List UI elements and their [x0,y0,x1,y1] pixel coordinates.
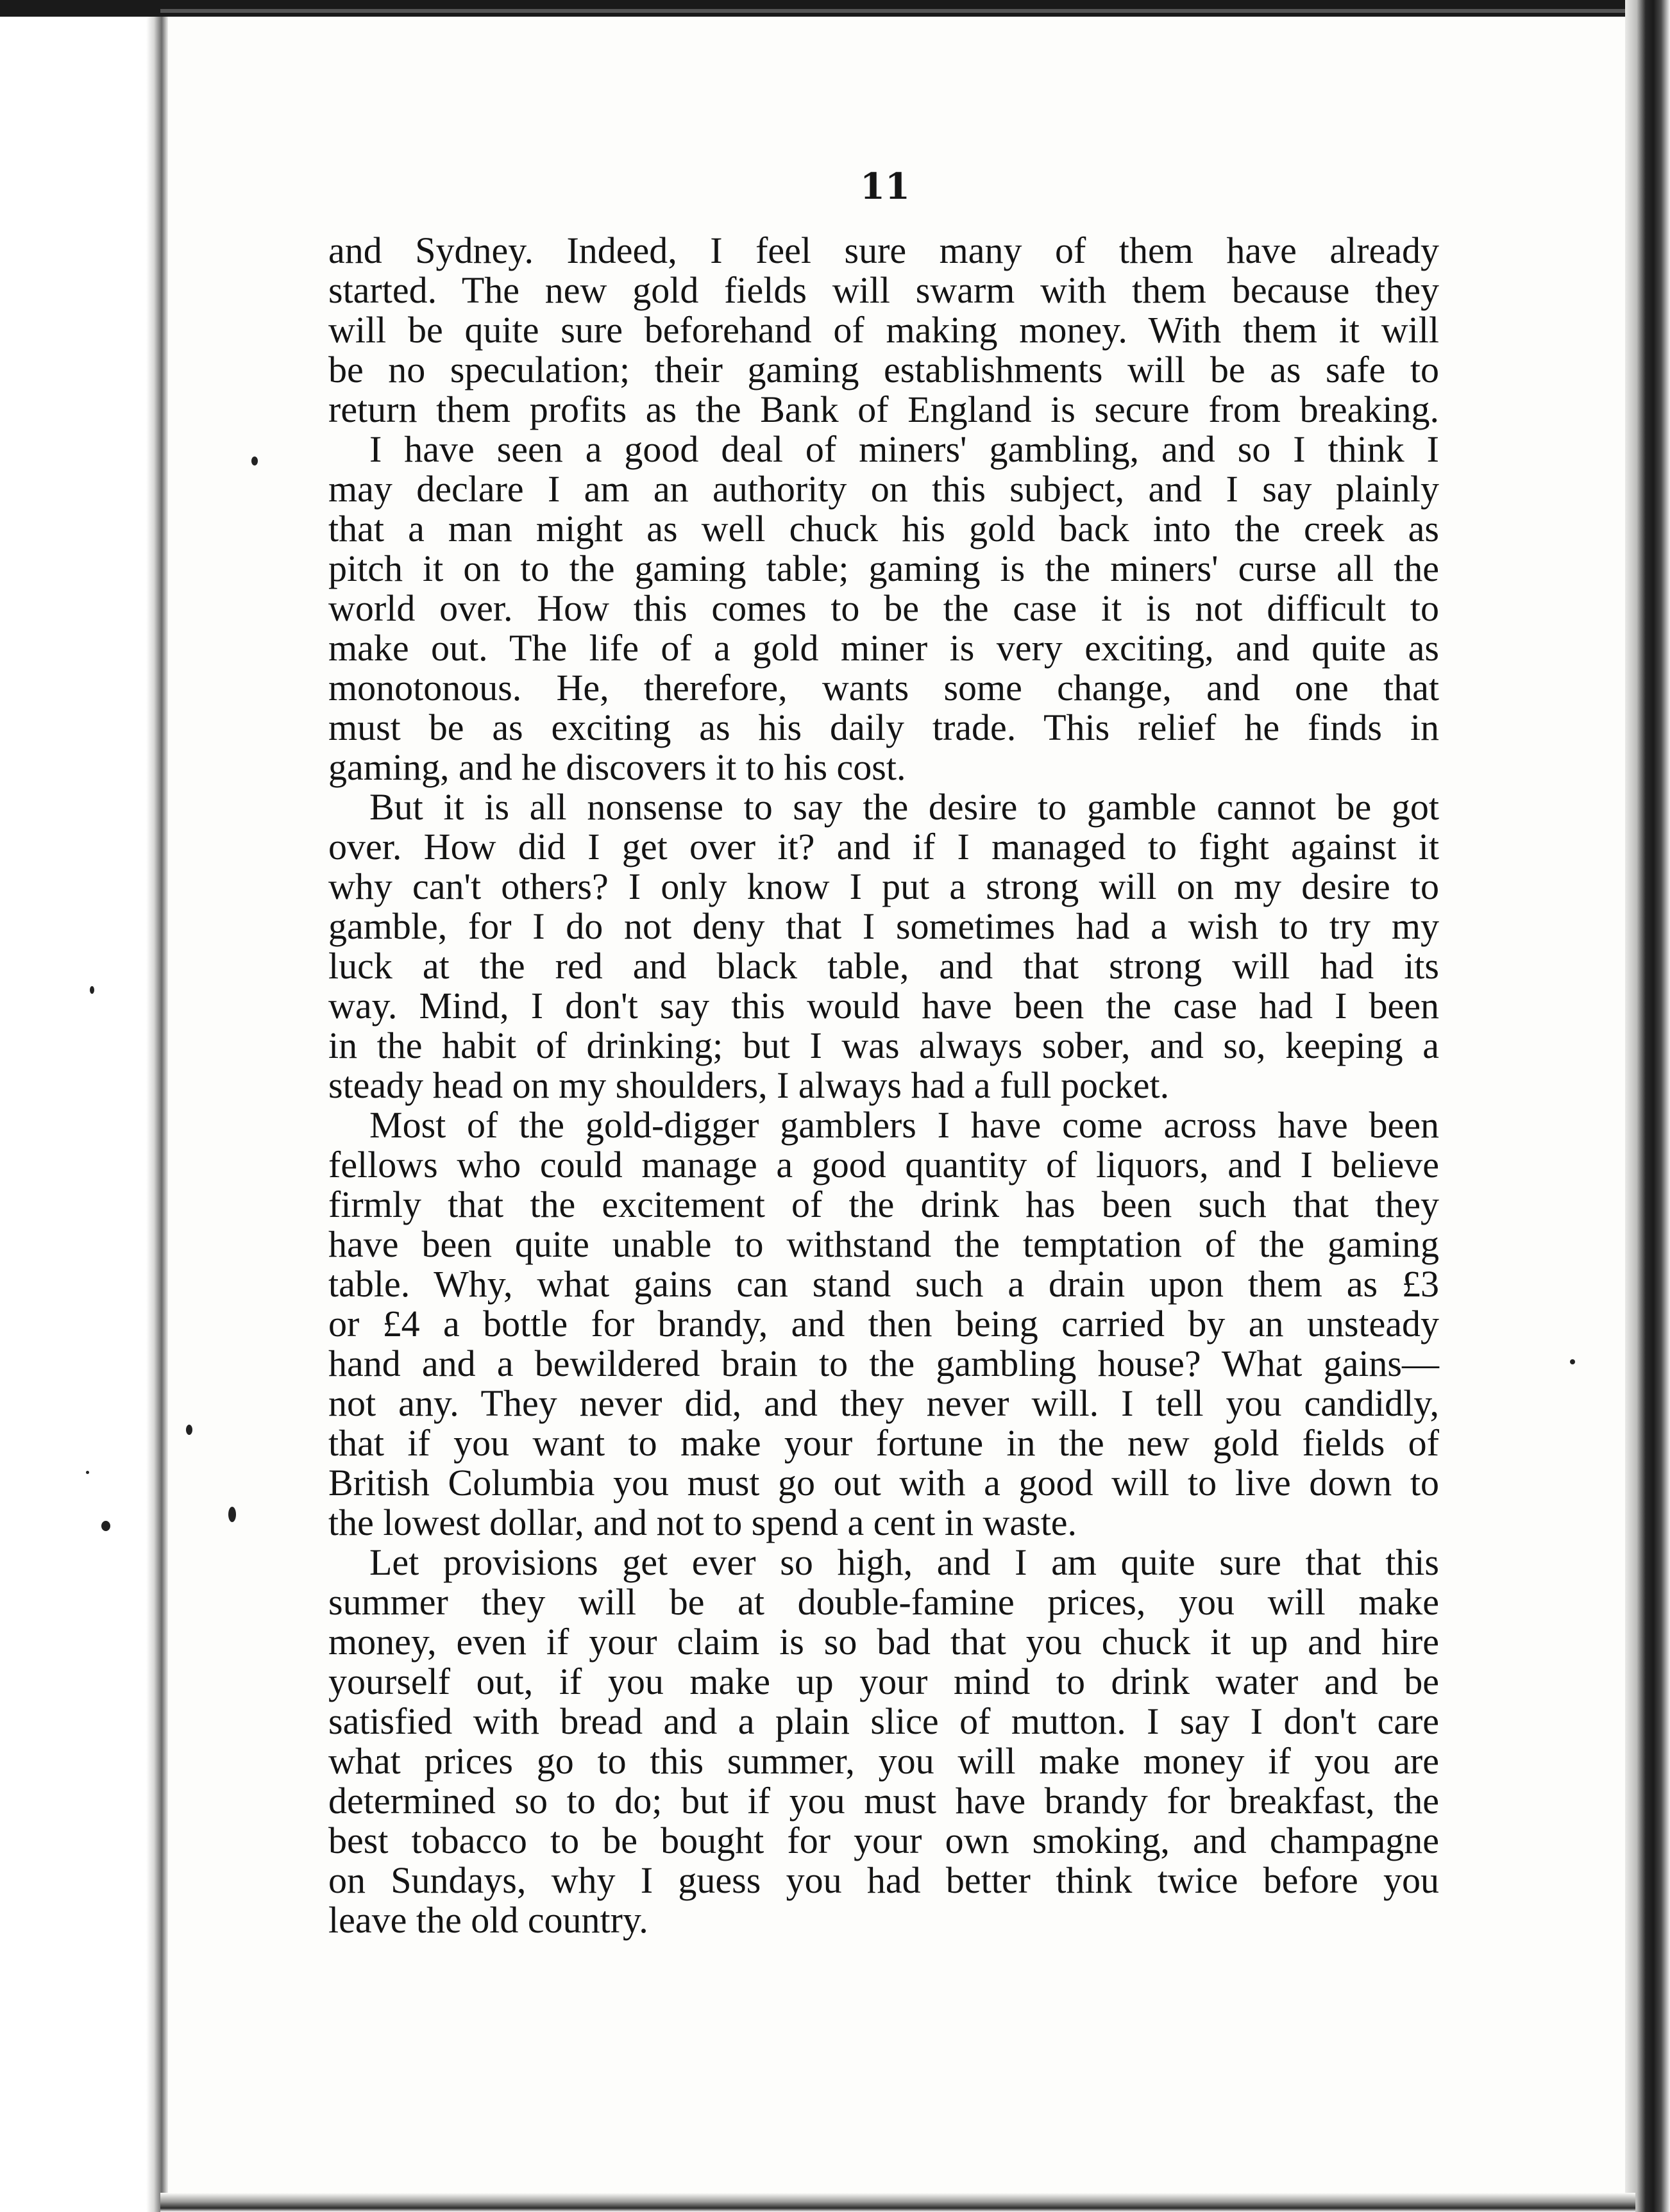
scan-speck [90,986,94,994]
text-line: have been quite unable to withstand the temptation of the gaming [328,1223,1439,1265]
text-line: will be quite sure beforehand of making money. With them it will [328,309,1439,351]
text-line: leave the old country. [328,1899,648,1941]
scan-speck [186,1425,192,1435]
scan-speck [1570,1359,1575,1364]
text-line: started. The new gold fields will swarm with them because they [328,269,1439,311]
text-line: make out. The life of a gold miner is very exciting, and quite as [328,627,1439,669]
text-line: be no speculation; their gaming establishments will be as safe to [328,349,1439,390]
top-binding-shadow [160,9,1635,13]
text-line: pitch it on to the gaming table; gaming is the miners' curse all the [328,548,1439,589]
text-line: what prices go to this summer, you will make money if you are [328,1740,1439,1782]
text-line: return them profits as the Bank of England is secure from breaking. [328,389,1439,430]
scan-speck [251,457,258,465]
text-line: way. Mind, I don't say this would have been the case had I been [328,985,1439,1026]
text-line: in the habit of drinking; but I was always sober, and so, keeping a [328,1025,1439,1066]
text-line: why can't others? I only know I put a strong will on my desire to [328,866,1439,907]
text-line: over. How did I get over it? and if I managed to fight against it [328,826,1439,867]
scan-speck [101,1521,110,1531]
text-line: satisfied with bread and a plain slice of mutton. I say I don't care [328,1700,1439,1742]
text-line: monotonous. He, therefore, wants some change, and one that [328,667,1439,708]
text-line: may declare I am an authority on this subject, and I say plainly [328,468,1439,510]
text-line: yourself out, if you make up your mind to drink water and be [328,1661,1439,1702]
text-line: gamble, for I do not deny that I sometimes had a wish to try my [328,905,1439,947]
text-line: determined so to do; but if you must have brandy for breakfast, the [328,1780,1439,1822]
text-line: not any. They never did, and they never will. I tell you candidly, [328,1382,1439,1424]
text-line: and Sydney. Indeed, I feel sure many of them have already [328,230,1439,271]
text-line: or £4 a bottle for brandy, and then being carried by an unsteady [328,1303,1439,1345]
text-line: luck at the red and black table, and that strong will had its [328,945,1439,987]
text-line: fellows who could manage a good quantity of liquors, and I believe [328,1144,1439,1186]
paragraph [328,1105,1439,1543]
paragraph [328,787,1439,1105]
body-text [328,231,1439,1940]
text-line: I have seen a good deal of miners' gambling, and so I think I [369,428,1439,470]
left-page-edge [0,0,168,2212]
paragraph [328,1543,1439,1940]
right-page-edge [1625,0,1670,2212]
text-line: firmly that the excitement of the drink has been such that they [328,1184,1439,1225]
paragraph [328,231,1439,430]
scan-speck [228,1507,236,1522]
paragraph [328,430,1439,787]
text-line: world over. How this comes to be the case it is not difficult to [328,587,1439,629]
top-page-edge [0,0,1670,17]
page-number: 11 [860,165,910,208]
text-line: gaming, and he discovers it to his cost. [328,746,906,788]
text-line: Let provisions get ever so high, and I am quite sure that this [369,1541,1439,1583]
text-line: that a man might as well chuck his gold back into the creek as [328,508,1439,549]
text-line: British Columbia you must go out with a good will to live down to [328,1462,1439,1504]
text-line: table. Why, what gains can stand such a drain upon them as £3 [328,1263,1439,1305]
text-line: on Sundays, why I guess you had better think twice before you [328,1859,1439,1901]
scan-speck [86,1471,89,1474]
text-line: money, even if your claim is so bad that you chuck it up and hire [328,1621,1439,1663]
text-line: Most of the gold-digger gamblers I have come across have been [369,1104,1439,1146]
text-line: hand and a bewildered brain to the gambling house? What gains— [328,1343,1439,1384]
text-line: that if you want to make your fortune in the new gold fields of [328,1422,1439,1464]
text-line: the lowest dollar, and not to spend a cent in waste. [328,1502,1077,1543]
text-line: steady head on my shoulders, I always had a full pocket. [328,1064,1170,1106]
text-line: must be as exciting as his daily trade. This relief he finds in [328,707,1439,748]
text-line: summer they will be at double-famine prices, you will make [328,1581,1439,1623]
text-line: best tobacco to be bought for your own smoking, and champagne [328,1820,1439,1861]
text-line: But it is all nonsense to say the desire to gamble cannot be got [369,786,1439,828]
bottom-page-edge [160,2193,1635,2212]
